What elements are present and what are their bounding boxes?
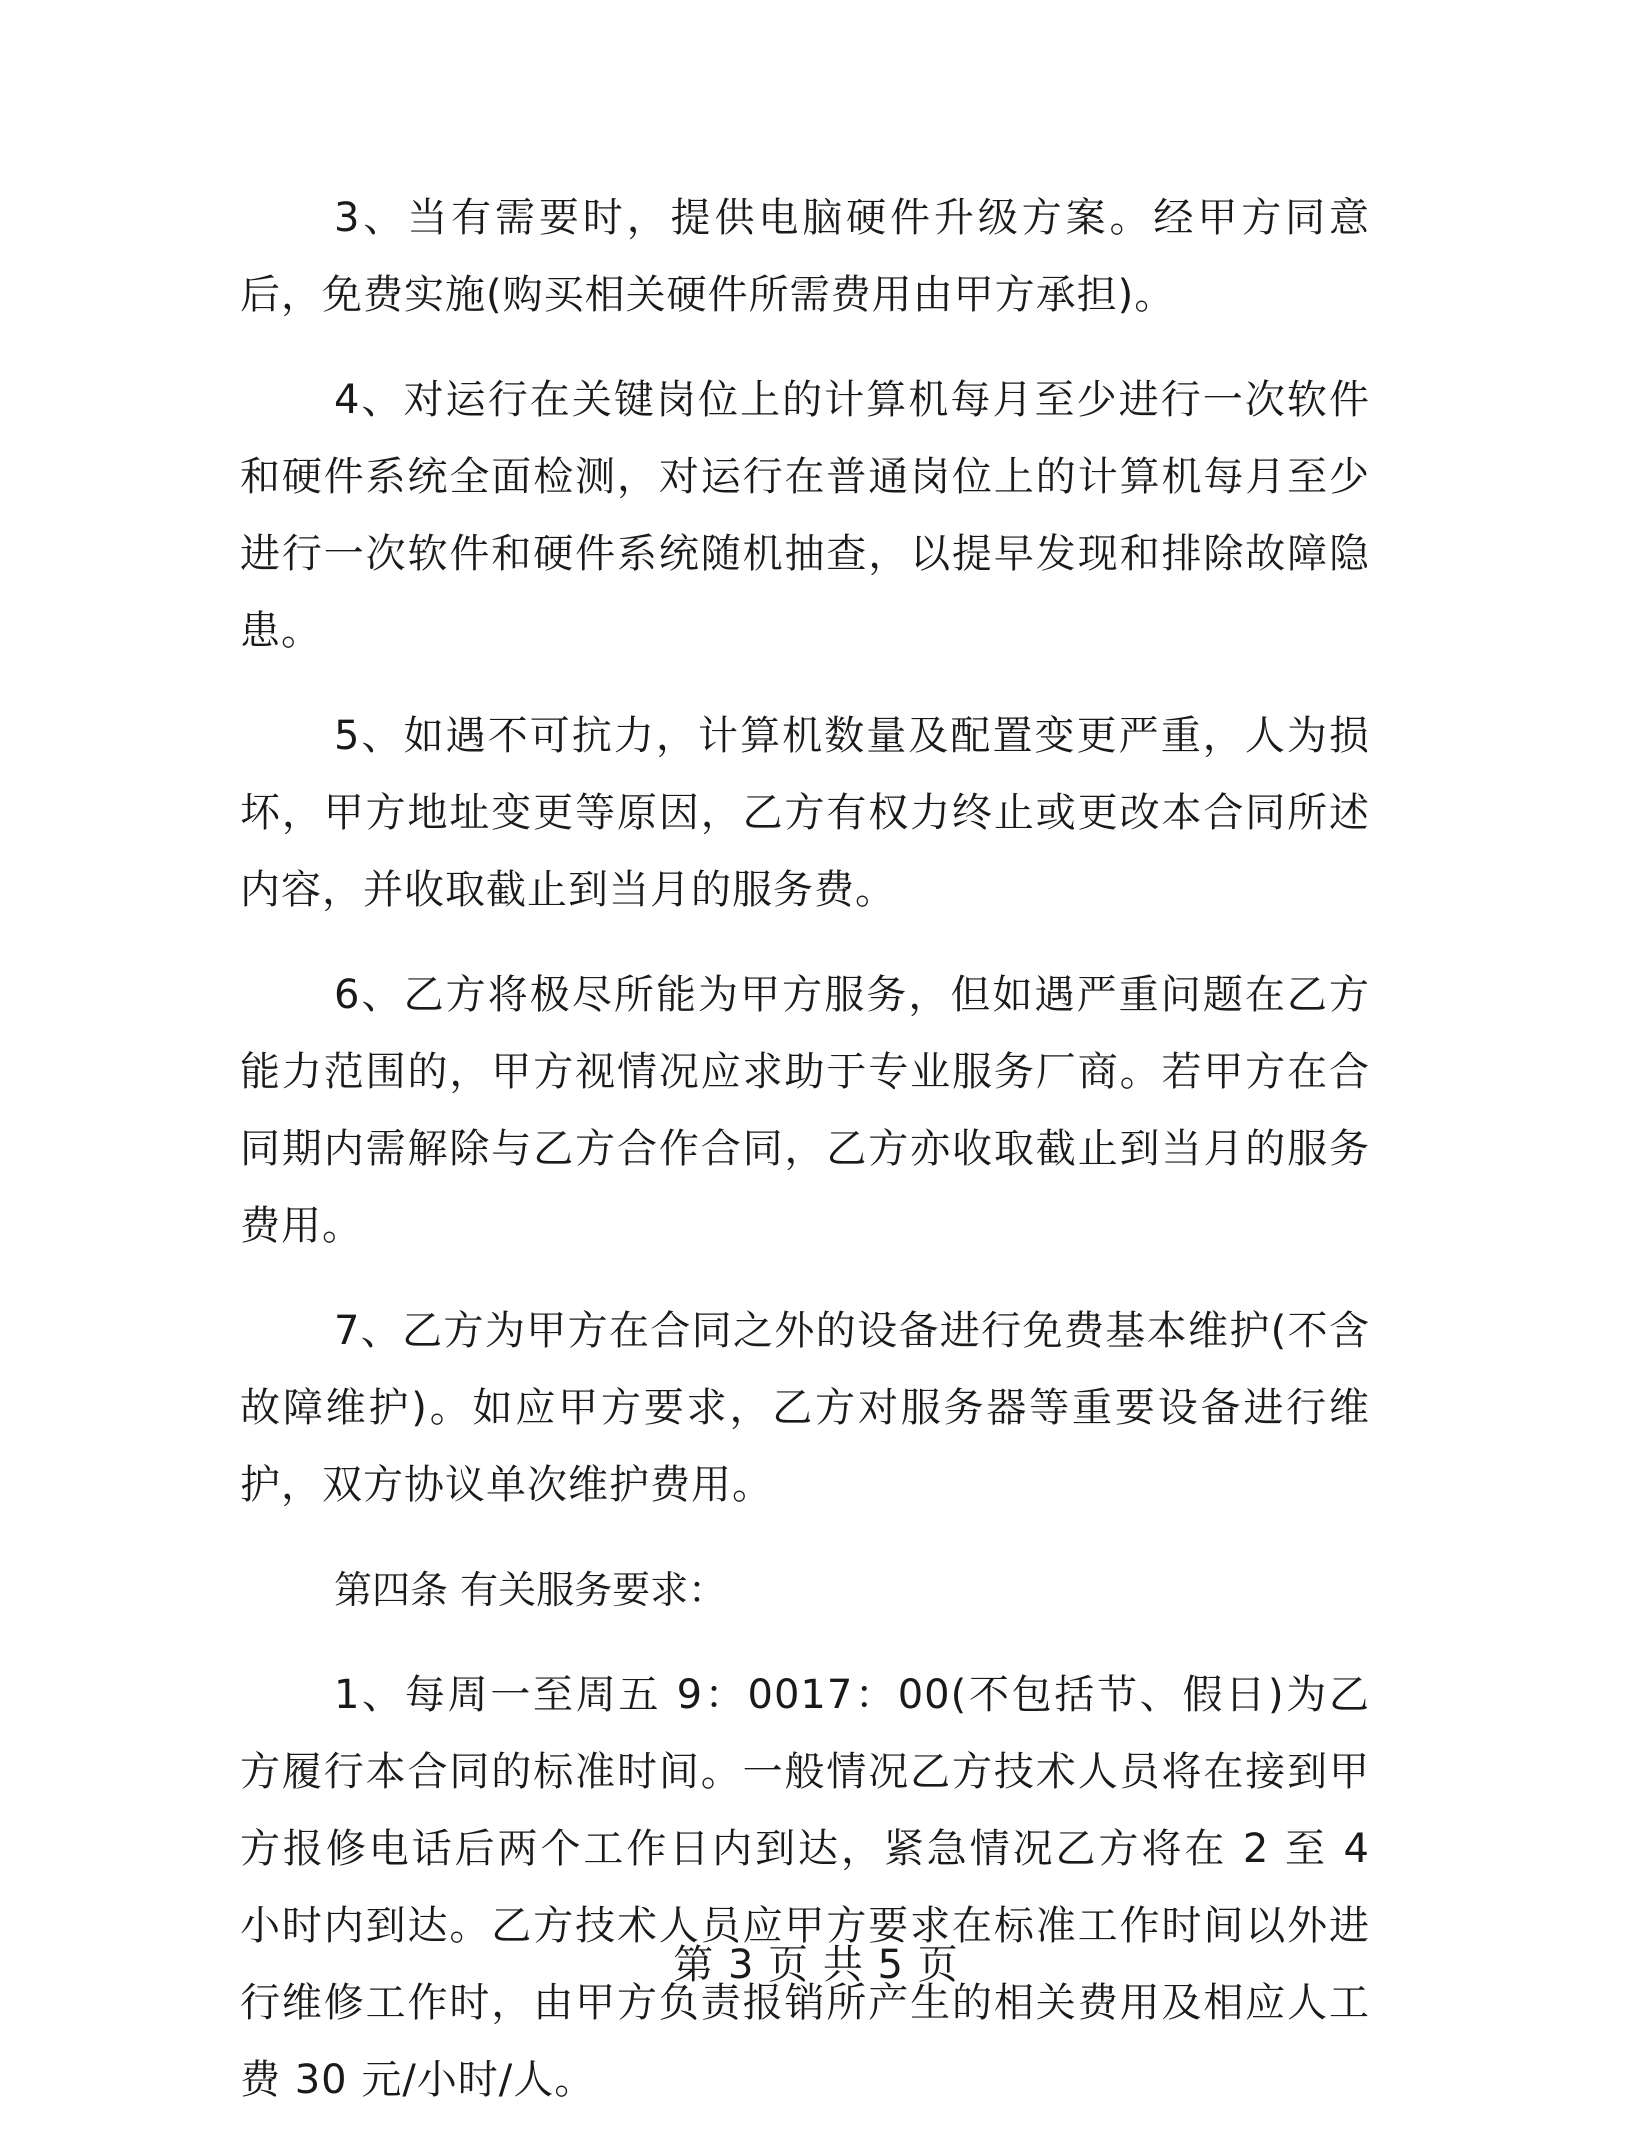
- page-footer: 第 3 页 共 5 页: [673, 1942, 959, 1988]
- section-heading: 第四条 有关服务要求：: [334, 1568, 727, 1612]
- clause-6: 6、乙方将极尽所能为甲方服务，但如遇严重问题在乙方能力范围的，甲方视情况应求助于专业服务厂商。若甲方在合同期内需解除与乙方合作合同，乙方亦收取截止到当月的服务费用。: [240, 972, 1370, 1249]
- clause-4: 4、对运行在关键岗位上的计算机每月至少进行一次软件和硬件系统全面检测，对运行在普通岗位上的计算机每月至少进行一次软件和硬件系统随机抽查，以提早发现和排除故障隐患。: [240, 377, 1370, 654]
- service-clause-1: 1、每周一至周五 9：0017：00(不包括节、假日)为乙方履行本合同的标准时间。一般情况乙方技术人员将在接到甲方报修电话后两个工作日内到达，紧急情况乙方将在 2 至 4 小时内到达。乙方技术人员应甲方要求在标准工作时间以外进行维修工作时，由甲方负责报销所产生的相关费用及相应人工费 30 元/小时/人。: [240, 1672, 1370, 2103]
- document-body: [240, 180, 1370, 2147]
- clause-3: 3、当有需要时，提供电脑硬件升级方案。经甲方同意后，免费实施(购买相关硬件所需费用由甲方承担)。: [240, 195, 1370, 318]
- clause-7: 7、乙方为甲方在合同之外的设备进行免费基本维护(不含故障维护)。如应甲方要求，乙方对服务器等重要设备进行维护，双方协议单次维护费用。: [240, 1308, 1370, 1508]
- clause-5: 5、如遇不可抗力，计算机数量及配置变更严重，人为损坏，甲方地址变更等原因，乙方有权力终止或更改本合同所述内容，并收取截止到当月的服务费。: [240, 713, 1370, 913]
